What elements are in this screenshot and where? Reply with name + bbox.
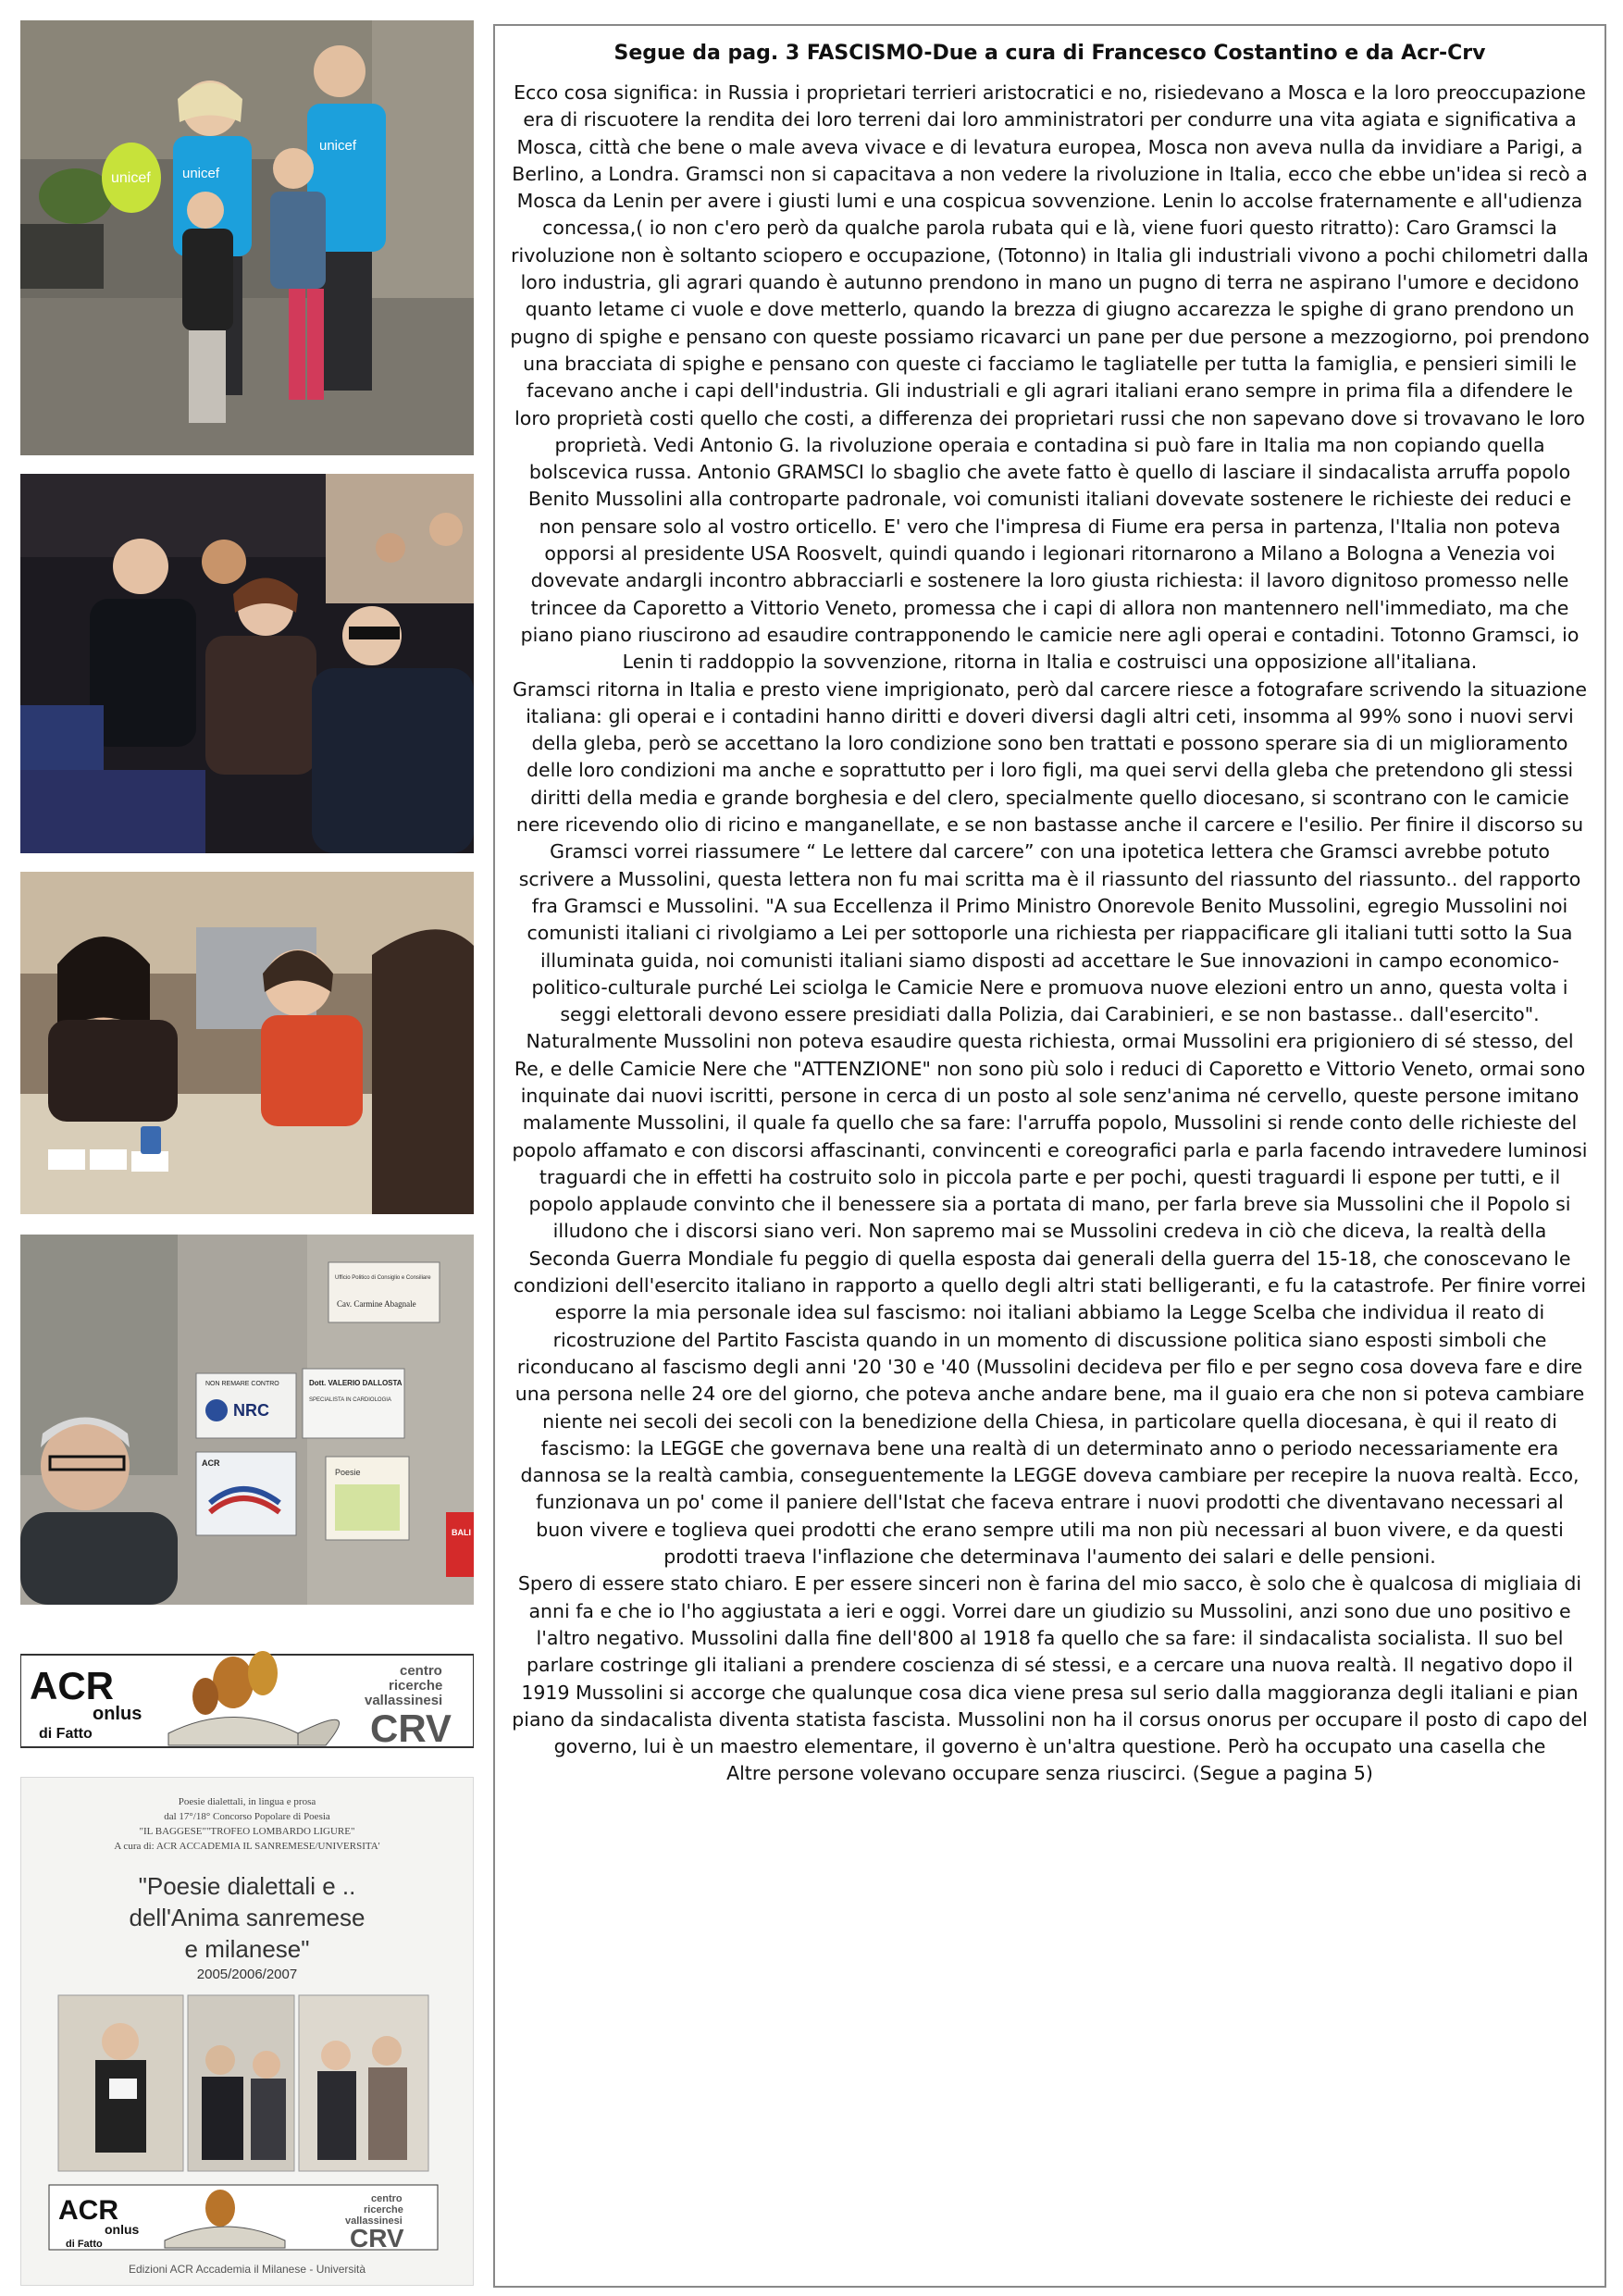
svg-text:di Fatto: di Fatto xyxy=(39,1726,93,1742)
svg-text:unicef: unicef xyxy=(182,166,220,181)
svg-text:unicef: unicef xyxy=(319,138,357,154)
oscar-icon xyxy=(213,1657,254,1708)
crv-logo-text: CRV xyxy=(370,1706,452,1750)
svg-text:onlus: onlus xyxy=(93,1704,142,1724)
article-title: Segue da pag. 3 FASCISMO-Due a cura di Francesco Costantino e da Acr-Crv xyxy=(613,42,1486,65)
book-line-3: "IL BAGGESE""TROFEO LOMBARDO LIGURE" xyxy=(139,1826,355,1837)
book-title-line-1: "Poesie dialettali e .. xyxy=(138,1872,356,1900)
book-line-2: dal 17°/18° Concorso Popolare di Poesia xyxy=(164,1811,330,1822)
acr-logo-text: ACR xyxy=(30,1664,114,1707)
svg-text:CRV: CRV xyxy=(350,2224,404,2253)
svg-text:Poesie: Poesie xyxy=(335,1468,361,1477)
photo-audience xyxy=(20,474,474,853)
svg-text:ACR: ACR xyxy=(58,2195,118,2226)
book-publisher: Edizioni ACR Accademia il Milanese - Università xyxy=(128,2263,366,2276)
article-paragraph: Ecco cosa significa: in Russia i proprietari terrieri aristocratici e no, risiedevano a Mosca e la loro preoccupazione era di riscuotere la rendita dei loro terreni dai loro amministratori per condurre una vita agiata e significativa a Mosca, città che bene o male aveva vivace e di levatura europea, Mosca non aveva nulla da invidiare a Parigi, a Berlino, a Londra. Gramsci non si capacitava a non vedere la rivoluzione in Italia, ecco che ebbe un'idea si recò a Mosca da Lenin per avere i giusti lumi e una cospicua sovvenzione. Lenin lo accolse fraternamente e all'udienza concessa,( io non c'ero però da qualche parola rubata qui e là, viene fuori questo ritratto): Caro Gramsci la rivoluzione non è soltanto sciopero e occupazione, (Totonno) in Italia gli industriali vivono a pochi chilometri dalla loro industria, gli agrari quando è autunno prendono in mano un pugno di terra ne aspirano l'umore e decidono quanto letame ci vuole e dove metterlo, quando la brezza di giugno accarezza le spighe di grano prendono un pugno di spighe e pensano con queste possiamo ricavarci un pane per due persone a mezzogiorno, poi prendono una bracciata di spighe e pensano con queste ci facciamo le tagliatelle per tutta la famiglia, e pensieri simili le facevano anche i capi dell'industria. Gli industriali e gli agrari italiani erano sempre in prima fila a difendere le loro proprietà costi quello che costi, a differenza dei proprietari russi che non sapevano dove si trovavano le loro proprietà. Vedi Antonio G. la rivoluzione operaia e contadina si può fare in Italia ma non copiando quella bolscevica russa. Antonio GRAMSCI lo sbaglio che avete fatto è quello di lasciare il sindacalista arruffa popolo Benito Mussolini alla controparte padronale, voi comunisti italiani dovevate sostenere le richieste dei reduci e non pensare solo al vostro orticello. E' vero che l'impresa di Fiume era persa in partenza, l'Italia non poteva opporsi al presidente USA Roosvelt, quindi quando i legionari ritornarono a Milano a Bologna a Venezia voi dovevate andargli incontro abbracciarli e sostenere la loro giusta richiesta: il lavoro dignitoso promesso nelle trincee da Caporetto a Vittorio Veneto, promessa che i capi di allora non mantennero nell'immediato, ma che piano piano riuscirono ad esaudire contrapponendo le camicie nere agli operai e contadini. Totonno Gramsci, io Lenin ti raddoppio la sovvenzione, ritorna in Italia e costruisci una opposizione all'italiana. xyxy=(510,81,1590,674)
photo-plaques xyxy=(20,1235,474,1605)
photo-unicef-volunteers xyxy=(20,20,474,455)
svg-text:centro: centro xyxy=(371,2193,403,2204)
article-box xyxy=(493,24,1606,2288)
svg-text:vallassinesi: vallassinesi xyxy=(345,2215,403,2227)
book-cover xyxy=(20,1777,474,2286)
article-paragraph: Gramsci ritorna in Italia e presto viene imprigionato, però dal carcere riesce a fotografare scrivendo la situazione italiana: gli operai e i contadini hanno diritti e doveri diversi dagli altri ceti, insomma al 99% sono i nuovi servi della gleba, però se accettano la loro condizione sono ben trattati e possono sperare sia di un miglioramento delle loro condizioni ma anche e soprattutto per i loro figli, ma quei servi della gleba che pretendono gli stessi diritti della media e grande borghesia e del clero, specialmente quello diocesano, si scontrano con le camicie nere ricevendo olio di ricino e manganellate, e se non bastasse anche il carcere e l'esilio. Per finire il discorso su Gramsci vorrei riassumere “ Le lettere dal carcere” con una ipotetica lettera che Gramsci avrebbe potuto scrivere a Mussolini, questa lettera non fu mai scritta ma è il riassunto del riassunto del riassunto.. del rapporto fra Gramsci e Mussolini. "A sua Eccellenza il Primo Ministro Onorevole Benito Mussolini, egregio Mussolini noi comunisti italiani ci rivolgiamo a Lei per sottoporle una richiesta per riappacificare gli italiani tutti sotto la Sua illuminata guida, noi comunisti italiani siamo disposti ad accettare le Sue innovazioni in campo economico-politico-culturale purché Lei sciolga le Camicie Nere e promuova nuove elezioni entro un anno, questa volta i seggi elettorali devono essere presidiati dalla Polizia, dai Carabinieri, e se non bastasse.. dall'esercito". Naturalmente Mussolini non poteva esaudire questa richiesta, ormai Mussolini era prigioniero di sé stesso, del Re, e delle Camicie Nere che "ATTENZIONE" non sono più solo i reduci di Caporetto e Vittorio Veneto, ormai sono inquinate dai nuovi iscritti, persone in cerca di un posto al sole senz'anima né cervello, queste persone imitano malamente Mussolini, il quale fa quello che sa fare: l'arruffa popolo, Mussolini si rende conto delle richieste del popolo affamato e con discorsi affascinanti, convincenti e coreografici parla e parla facendo intravedere luminosi traguardi che in effetti ha costruito solo in piccola parte e per pochi, questi traguardi li espone per tutti, e il popolo applaude convinto che il benessere sia a portata di mano, per farla breve sia Mussolini che il Popolo si illudono che i discorsi siano veri. Non sapremo mai se Mussolini credeva in ciò che diceva, la realtà della Seconda Guerra Mondiale fu peggio di quella esposta dai generali della guerra del 15-18, che conoscevano le condizioni dell'esercito italiano in rapporto a quello degli altri stati belligeranti, e fu la catastrofe. Per finire vorrei esporre la mia personale idea sul fascismo: noi italiani abbiamo la Legge Scelba che individua il reato di ricostruzione del Partito Fascista quando in un momento di discussione politica siano esposti simboli che riconducano al fascismo degli anni '20 '30 e '40 (Mussolini decideva per filo e per segno cosa doveva fare e dire una persona nelle 24 ore del giorno, che poteva anche andare bene, ma il guaio era che non si poteva cambiare niente nei secoli dei secoli con la benedizione della Chiesa, in particolare quella diocesana, è qui il reato di fascismo: la LEGGE che governava bene una realtà di un determinato anno o periodo necessariamente era dannosa se la realtà cambia, conseguentemente la LEGGE doveva cambiare per recepire la nuova realtà. Ecco, funzionava un po' come il paniere dell'Istat che faceva entrare i nuovi prodotti che diventavano necessari al buon vivere e toglieva quei prodotti che erano sempre utili ma non più necessari al buon vivere, e da questi prodotti traeva l'inflazione che determinava l'aumento dei salari e delle pensioni. xyxy=(512,677,1588,1569)
book-title-line-2: dell'Anima sanremese xyxy=(129,1904,365,1931)
svg-text:vallassinesi: vallassinesi xyxy=(365,1693,443,1708)
svg-text:onlus: onlus xyxy=(105,2222,140,2237)
svg-text:SPECIALISTA IN CARDIOLOGIA: SPECIALISTA IN CARDIOLOGIA xyxy=(309,1397,391,1403)
svg-text:ricerche: ricerche xyxy=(389,1678,443,1694)
book-title-line-3: e milanese" xyxy=(184,1935,310,1963)
svg-text:NRC: NRC xyxy=(233,1401,269,1420)
acr-crv-logo xyxy=(20,1645,474,1756)
book-photos xyxy=(21,1986,474,2282)
svg-text:ricerche: ricerche xyxy=(364,2204,403,2215)
article-closing: Altre persone volevano occupare senza riuscirci. (Segue a pagina 5) xyxy=(726,1762,1373,1785)
svg-text:Dott. VALERIO DALLOSTA: Dott. VALERIO DALLOSTA xyxy=(309,1379,403,1387)
balloon-text: unicef xyxy=(111,170,151,186)
svg-text:NON REMARE CONTRO: NON REMARE CONTRO xyxy=(205,1381,279,1387)
svg-text:di Fatto: di Fatto xyxy=(66,2239,103,2250)
article-body xyxy=(510,80,1590,1788)
svg-text:ACR: ACR xyxy=(202,1458,220,1468)
svg-text:Ufficio Politico di Consiglio: Ufficio Politico di Consiglio e Consiliare xyxy=(335,1275,431,1281)
photo-card-players xyxy=(20,872,474,1214)
book-line-1: Poesie dialettali, in lingua e prosa xyxy=(178,1796,316,1807)
svg-text:Cav. Carmine Abagnale: Cav. Carmine Abagnale xyxy=(337,1299,416,1309)
article-paragraph: Spero di essere stato chiaro. E per essere sinceri non è farina del mio sacco, è solo che è qualcosa di migliaia di anni fa e che io l'ho aggiustata a ieri e oggi. Vorrei dare un giudizio su Mussolini, anzi sono due uno positivo e l'altro negativo. Mussolini dalla fine dell'800 al 1918 fa quello che sa fare: il sindacalista socialista. Il suo bel parlare costringe gli italiani a prendere coscienza di sé stessi, e a cercare una nuova realtà. Il negativo dopo il 1919 Mussolini si accorge che qualunque cosa dica viene presa sul serio dalla maggioranza degli italiani e pian piano da sindacalista diventa statista fascista. Mussolini non ha il corsus onorus per occupare il posto di capo del governo, lui è un maestro elementare, il governo è un'altra questione. Però ha occupato una casella che xyxy=(512,1572,1588,1758)
svg-text:BALI: BALI xyxy=(452,1528,471,1537)
book-line-4: A cura di: ACR ACCADEMIA IL SANREMESE/UNIVERSITA' xyxy=(114,1841,380,1852)
svg-text:centro: centro xyxy=(400,1663,442,1679)
book-years: 2005/2006/2007 xyxy=(196,1967,298,1982)
